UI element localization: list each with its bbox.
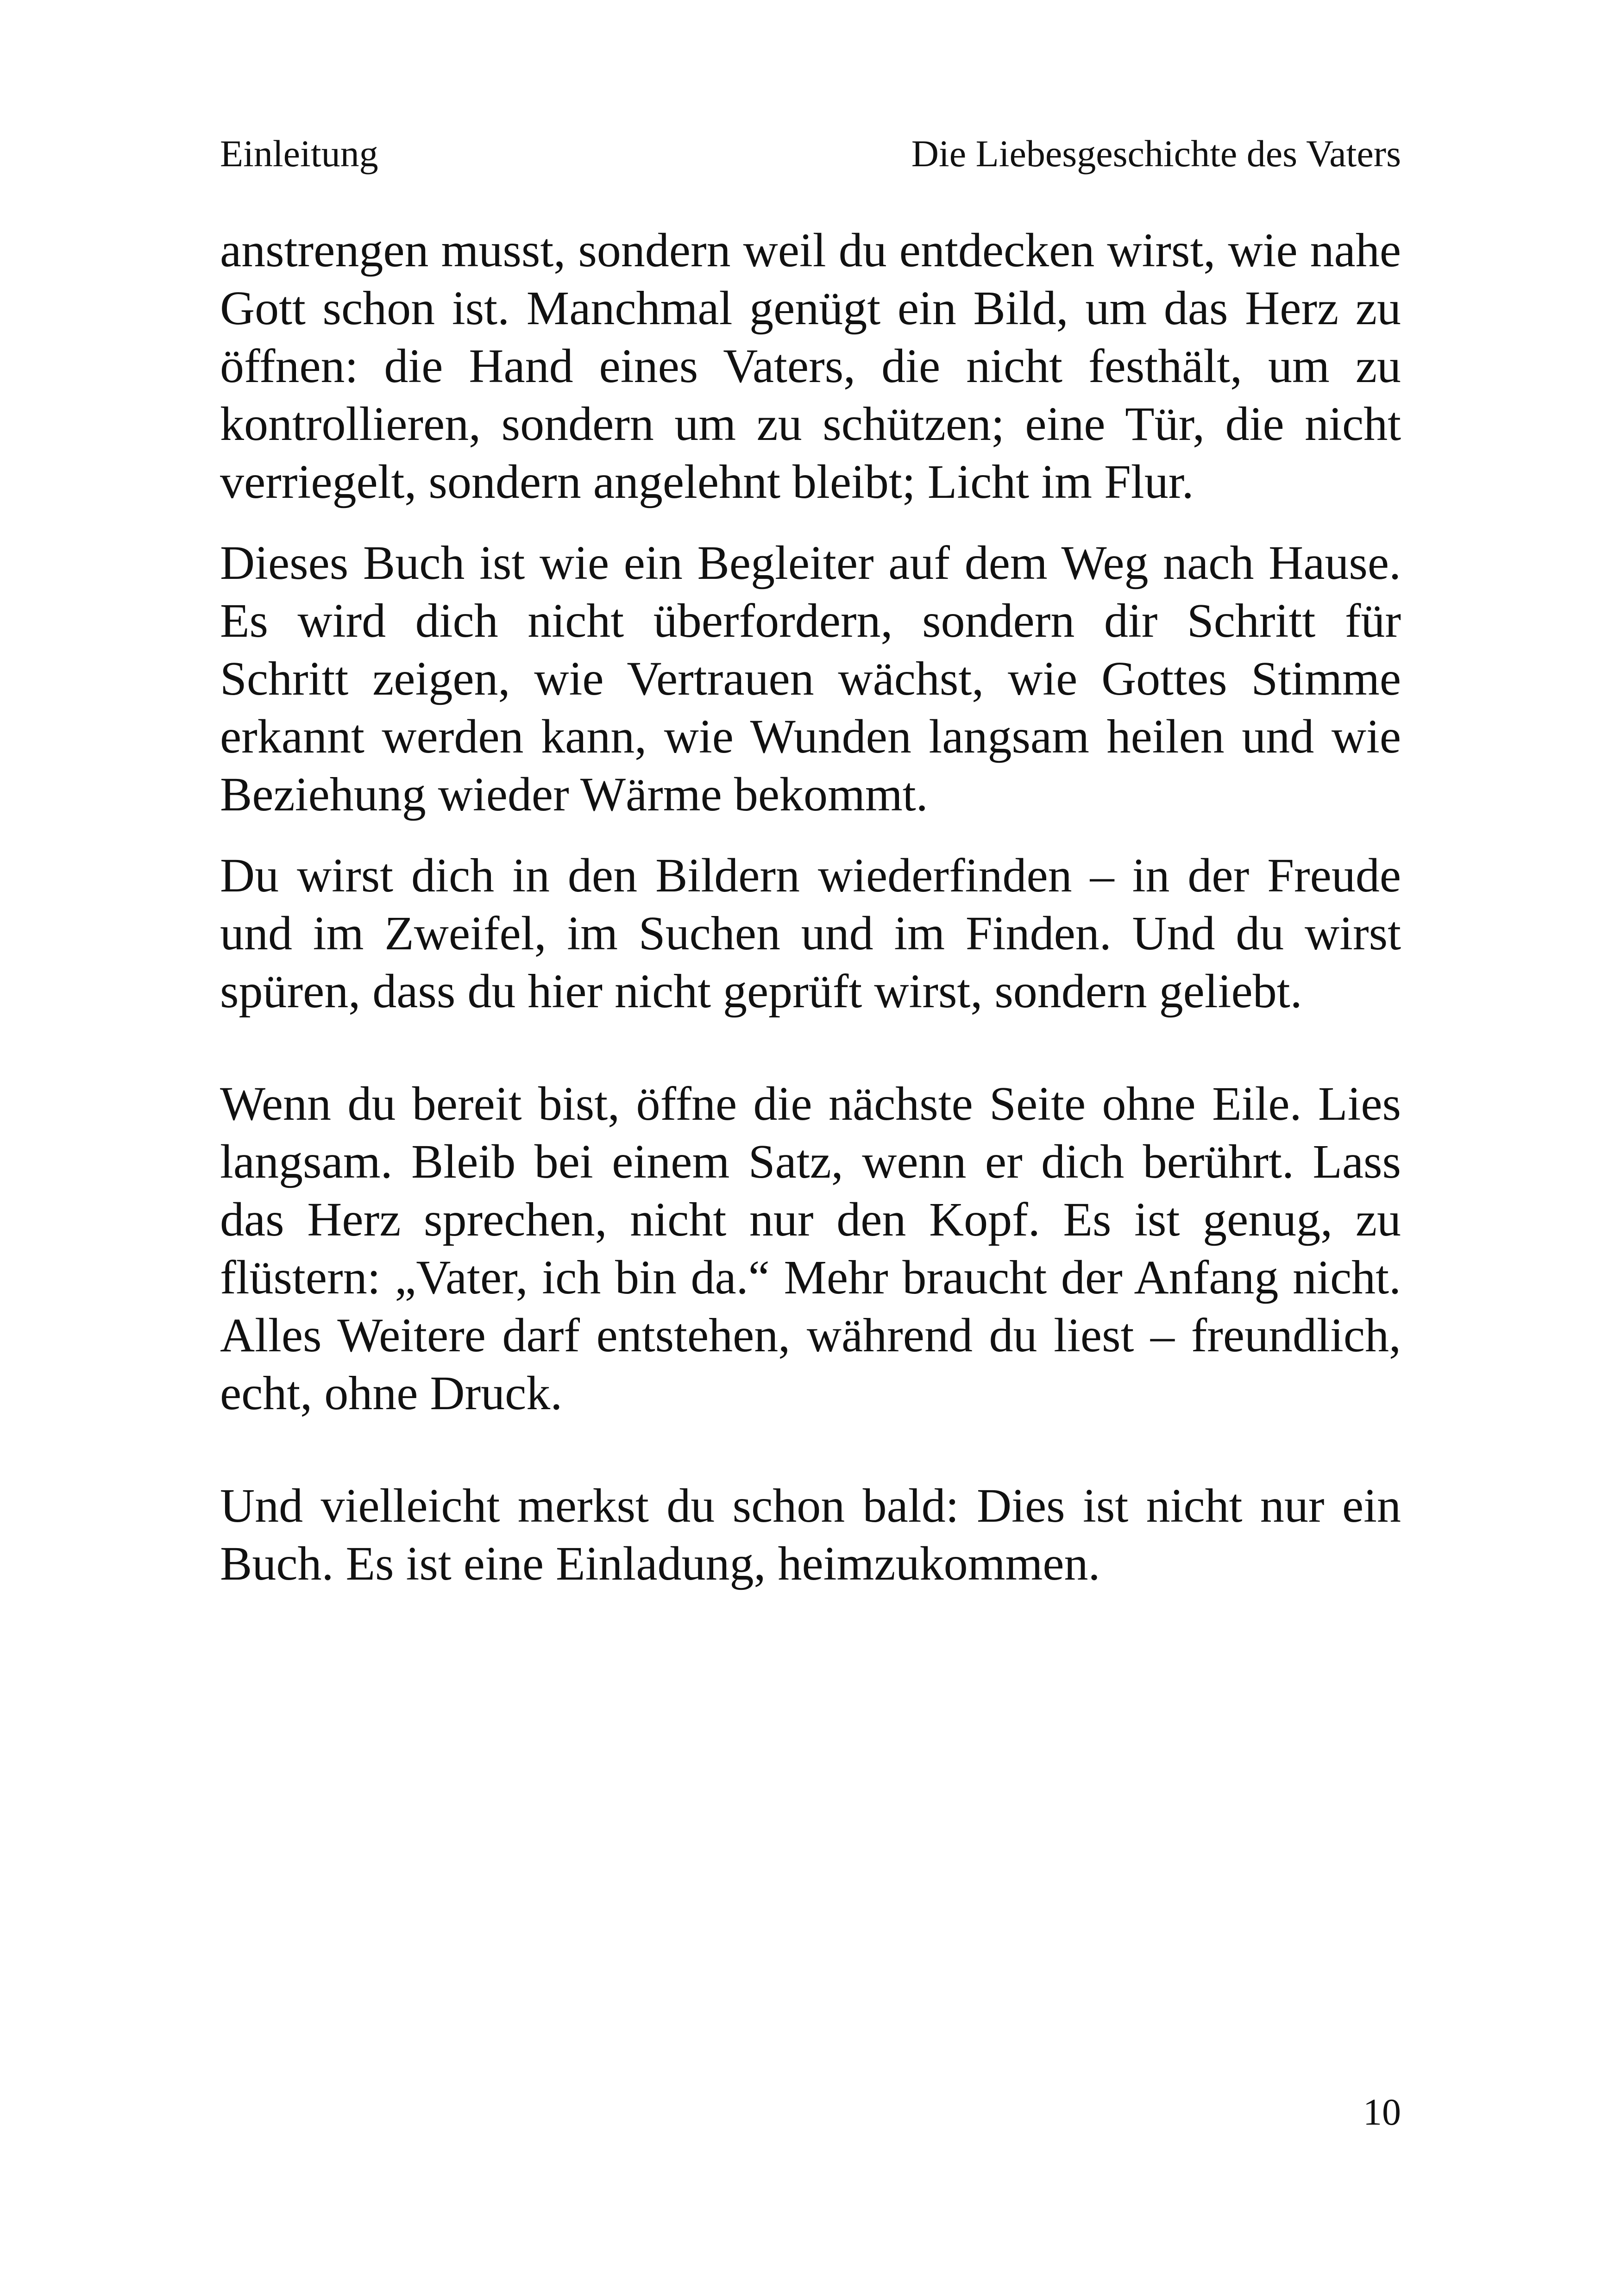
page-number: 10	[1363, 2091, 1401, 2133]
paragraph-spacer	[220, 511, 1401, 534]
paragraph-spacer	[220, 1020, 1401, 1075]
body-text	[220, 221, 1401, 1593]
header-chapter: Einleitung	[220, 132, 378, 175]
paragraph: Dieses Buch ist wie ein Begleiter auf dem Weg nach Hause. Es wird dich nicht überfordern, sondern dir Schritt für Schritt zeigen, wie Vertrauen wächst, wie Gottes Stimme erkannt werden kann, wie Wunden langsam heilen und wie Beziehung wieder Wärme bekommt.	[220, 536, 1401, 821]
paragraph-spacer	[220, 823, 1401, 847]
header-book-title: Die Liebesgeschichte des Vaters	[911, 132, 1401, 175]
running-header	[220, 131, 1401, 182]
paragraph-spacer	[220, 1422, 1401, 1477]
paragraph: anstrengen musst, sondern weil du entdecken wirst, wie nahe Gott schon ist. Manchmal genügt ein Bild, um das Herz zu öffnen: die Hand eines Vaters, die nicht festhält, um zu kontrollieren, sondern um zu schützen; eine Tür, die nicht verriegelt, sondern angelehnt bleibt; Licht im Flur.	[220, 224, 1401, 508]
paragraph: Wenn du bereit bist, öffne die nächste Seite ohne Eile. Lies langsam. Bleib bei einem Satz, wenn er dich berührt. Lass das Herz sprechen, nicht nur den Kopf. Es ist genug, zu flüstern: „Vater, ich bin da.“ Mehr braucht der Anfang nicht. Alles Weitere darf entstehen, während du liest – freundlich, echt, ohne Druck.	[220, 1077, 1401, 1420]
paragraph: Du wirst dich in den Bildern wiederfinden – in der Freude und im Zweifel, im Suchen und im Finden. Und du wirst spüren, dass du hier nicht geprüft wirst, sondern geliebt.	[220, 849, 1401, 1018]
paragraph: Und vielleicht merkst du schon bald: Dies ist nicht nur ein Buch. Es ist eine Einladung, heimzukommen.	[220, 1479, 1401, 1590]
